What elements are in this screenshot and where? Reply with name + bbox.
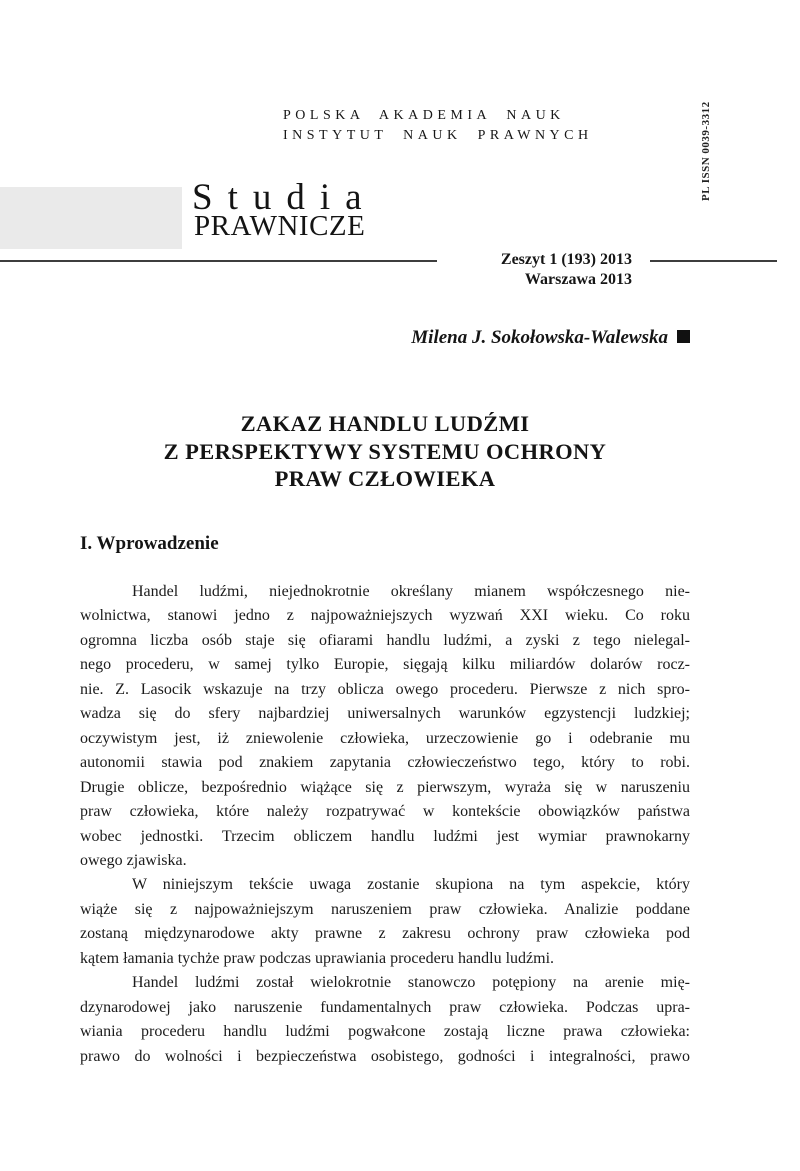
publisher-line-2: INSTYTUT NAUK PRAWNYCH (283, 128, 593, 143)
body-line: wadza się do sfery najbardziej uniwersalnych warunków egzystencji ludzkiej; (80, 705, 690, 723)
body-line: kątem łamania tychże praw podczas uprawiania procederu handlu ludźmi. (80, 949, 555, 967)
body-line: Drugie oblicze, bezpośrednio wiążące się z pierwszym, wyraża się w naruszeniu (80, 778, 690, 796)
body-line: wobec jednostki. Trzecim obliczem handlu ludźmi jest wymiar prawnokarny (80, 827, 690, 845)
body-line: wolnictwa, stanowi jedno z najpoważniejszych wyzwań XXI wieku. Co roku (80, 607, 690, 625)
journal-title-prawnicze: PRAWNICZE (194, 210, 366, 242)
body-line: ogromna liczba osób staje się ofiarami handlu ludźmi, a zyski z tego nielegal- (80, 631, 690, 649)
body-line: wiania procederu handlu ludźmi pogwałcone zostają liczne prawa człowieka: (80, 1023, 690, 1041)
body-line: oczywistym jest, iż zniewolenie człowieka, urzeczowienie go i odebranie mu (80, 729, 690, 747)
body-line: praw człowieka, które należy rozpatrywać w kontekście obowiązków państwa (80, 803, 690, 821)
body-line: zostaną międzynarodowe akty prawne z zakresu ochrony praw człowieka pod (80, 925, 690, 943)
body-line: autonomii stawia pod znakiem zapytania człowieczeństwo tego, który to robi. (80, 754, 690, 772)
article-title-line-1: ZAKAZ HANDLU LUDŹMI (240, 411, 530, 436)
body-line: wiąże się z najpoważniejszym naruszeniem praw człowieka. Analizie poddane (80, 900, 690, 918)
article-title-line-3: PRAW CZŁOWIEKA (274, 466, 496, 491)
body-line: Handel ludźmi został wielokrotnie stanowczo potępiony na arenie mię- (132, 974, 690, 992)
publisher-line-1: POLSKA AKADEMIA NAUK (283, 108, 565, 123)
masthead-gray-bar (0, 187, 182, 249)
body-line: Handel ludźmi, niejednokrotnie określany mianem współczesnego nie- (132, 583, 690, 600)
article-title (80, 410, 690, 493)
author-marker-square-icon (677, 330, 690, 343)
body-line: nie. Z. Lasocik wskazuje na trzy oblicza owego procederu. Pierwsze z nich spro- (80, 680, 690, 698)
body-line: W niniejszym tekście uwaga zostanie skupiona na tym aspekcie, który (132, 876, 690, 894)
body-line: nego procederu, w samej tylko Europie, sięgają kilku miliardów dolarów rocz- (80, 656, 690, 674)
section-heading: I. Wprowadzenie (80, 533, 219, 554)
publisher-block (283, 106, 593, 146)
issn-vertical-label: PL ISSN 0039-3312 (700, 101, 712, 201)
paragraph (80, 580, 690, 873)
header-rule-right (650, 260, 777, 262)
article-title-line-2: Z PERSPEKTYWY SYSTEMU OCHRONY (163, 438, 607, 464)
body-line: owego zjawiska. (80, 851, 187, 869)
issue-number: Zeszyt 1 (193) 2013 (500, 251, 632, 268)
issue-block (332, 250, 632, 289)
issue-place-year: Warszawa 2013 (524, 270, 632, 288)
paragraph (80, 971, 690, 1069)
author-line (290, 327, 690, 349)
author-name: Milena J. Sokołowska-Walewska (411, 327, 668, 348)
body-line: dzynarodowej jako naruszenie fundamentalnych praw człowieka. Podczas upra- (80, 998, 690, 1016)
body-line: prawo do wolności i bezpieczeństwa osobistego, godności i integralności, prawo (80, 1047, 690, 1065)
journal-title-studia: Studia (192, 177, 377, 218)
paragraph (80, 873, 690, 971)
body-text (80, 580, 690, 1069)
